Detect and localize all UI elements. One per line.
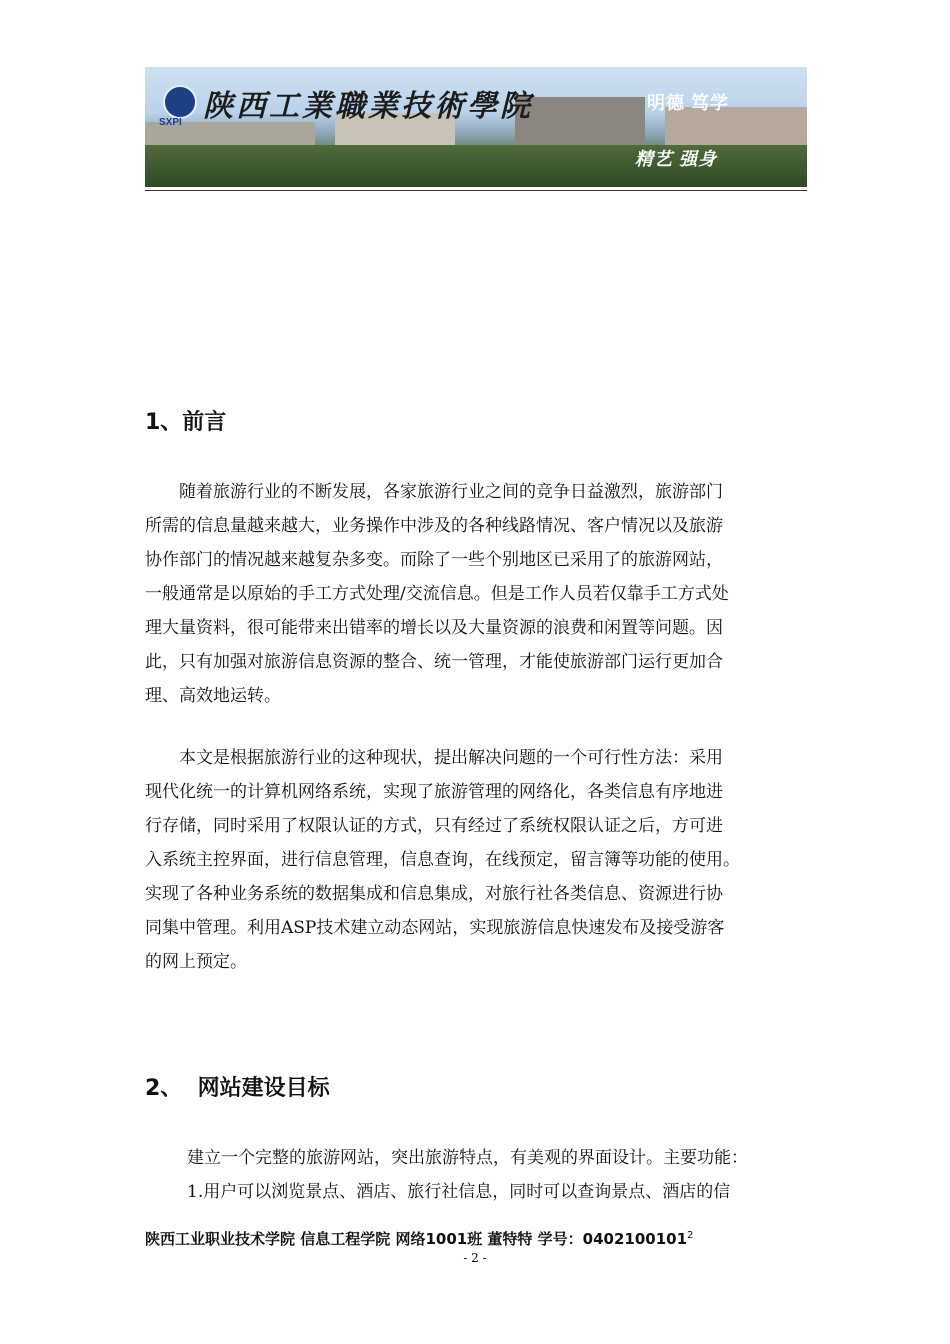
text-line: 协作部门的情况越来越复杂多变。而除了一些个别地区已采用了的旅游网站， xyxy=(145,550,723,570)
section1-heading: 1、前言 xyxy=(145,410,227,435)
text-line: 一般通常是以原始的手工方式处理/交流信息。但是工作人员若仅靠手工方式处 xyxy=(145,584,729,604)
page-number: - 2 - xyxy=(463,1251,487,1265)
text-line: 现代化统一的计算机网络系统，实现了旅游管理的网络化，各类信息有序地进 xyxy=(145,782,723,802)
text-line: 的网上预定。 xyxy=(145,952,247,972)
text-line: 1.用户可以浏览景点、酒店、旅行社信息，同时可以查询景点、酒店的信 xyxy=(187,1182,731,1202)
text-line: 行存储，同时采用了权限认证的方式，只有经过了系统权限认证之后，方可进 xyxy=(145,816,723,836)
text-line: 随着旅游行业的不断发展，各家旅游行业之间的竞争日益激烈，旅游部门 xyxy=(179,482,723,502)
school-logo-icon xyxy=(163,85,197,119)
text-line: 理大量资料，很可能带来出错率的增长以及大量资源的浪费和闲置等问题。因 xyxy=(145,618,723,638)
text-line: 同集中管理。利用ASP技术建立动态网站，实现旅游信息快速发布及接受游客 xyxy=(145,918,725,938)
school-name-calligraphy: 陕西工業職業技術學院 xyxy=(203,89,533,124)
section1-paragraph1 xyxy=(145,475,807,713)
motto-line2: 精艺 强身 xyxy=(635,149,718,169)
page-footer xyxy=(145,1228,825,1249)
section2-paragraph1 xyxy=(145,1141,807,1209)
footer-superscript: 2 xyxy=(687,1230,694,1241)
text-line: 实现了各种业务系统的数据集成和信息集成，对旅行社各类信息、资源进行协 xyxy=(145,884,723,904)
text-line: 建立一个完整的旅游网站，突出旅游特点，有美观的界面设计。主要功能： xyxy=(187,1148,748,1168)
text-line: 此，只有加强对旅游信息资源的整合、统一管理，才能使旅游部门运行更加合 xyxy=(145,652,723,672)
motto-line1: 明德 笃学 xyxy=(647,93,730,113)
header-banner xyxy=(145,67,807,187)
text-line: 所需的信息量越来越大，业务操作中涉及的各种线路情况、客户情况以及旅游 xyxy=(145,516,723,536)
footer-text: 陕西工业职业技术学院 信息工程学院 网络1001班 董特特 学号：0402100101 xyxy=(145,1230,688,1248)
text-line: 入系统主控界面，进行信息管理，信息查询，在线预定，留言簿等功能的使用。 xyxy=(145,850,740,870)
header-divider xyxy=(145,190,807,191)
section2-heading: 2、 网站建设目标 xyxy=(145,1076,330,1101)
text-line: 本文是根据旅游行业的这种现状，提出解决问题的一个可行性方法：采用 xyxy=(179,748,723,768)
text-line: 理、高效地运转。 xyxy=(145,686,281,706)
section1-paragraph2 xyxy=(145,741,807,979)
school-logo-abbr: SXPI xyxy=(159,117,182,128)
